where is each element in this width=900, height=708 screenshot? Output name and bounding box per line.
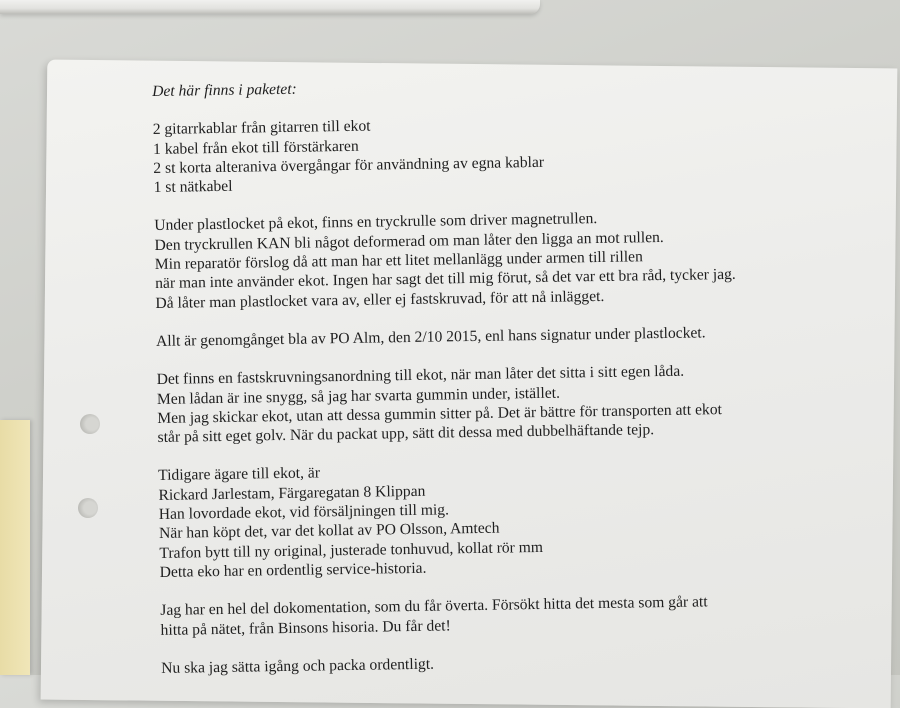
letter-heading: Det här finns i paketet: [152,80,297,100]
letter-line: Under plastlocket på ekot, finns en tryckrulle som driver magnetrullen. [154,210,598,235]
letter-line: Den tryckrullen KAN bli något deformerad om man låter den ligga an mot rullen. [154,228,664,254]
letter-line: Allt är genomgånget bla av PO Alm, den 2/10 2015, enl hans signatur under plastlocket. [155,324,706,350]
paper-stack-edge [0,0,540,14]
letter-line: När han köpt det, var det kollat av PO Olsson, Amtech [158,519,500,543]
letter-line: Jag har en hel del dokomentation, som du får överta. Försökt hitta det mesta som går att [160,593,708,620]
letter-line: 1 st nätkabel [153,177,233,197]
letter-line: Tidigare ägare till ekot, är [158,464,321,485]
punch-hole-icon [80,414,100,434]
letter-line: hitta på nätet, från Binsons hisoria. Du får det! [160,616,451,639]
letter-line: 2 st korta alteraniva övergångar för användning av egna kablar [153,153,545,177]
letter-line: står på sitt eget golv. När du packat upp, sätt dit dessa med dubbelhäftande tejp. [157,421,655,447]
letter-line: 1 kabel från ekot till förstärkaren [152,137,359,158]
letter-text [152,71,861,678]
yellow-note-edge [0,420,30,675]
letter-line: Då låter man plastlocket vara av, eller ej fastskruvad, för att nå inlägget. [155,287,605,312]
letter-line: Rickard Jarlestam, Färgaregatan 8 Klippan [158,482,426,504]
letter-line: Detta eko har en ordentlig service-historia. [159,559,427,581]
letter-line: Nu ska jag sätta igång och packa ordentligt. [161,655,435,677]
letter-line: Men lådan är ine snygg, så jag har svarta gummin under, istället. [156,384,561,408]
letter-line: Trafon bytt till ny original, justerade tonhuvud, kollat rör mm [159,538,544,562]
punch-hole-icon [78,498,98,518]
letter-line: Min reparatör förslog då att man har ett litet mellanlägg under armen till rillen [154,248,643,274]
letter-line: 2 gitarrkablar från gitarren till ekot [152,117,371,139]
letter-line: Men jag skickar ekot, utan att dessa gummin sitter på. Det är bättre för transporten att ekot [157,400,723,427]
letter-line: Det finns en fastskruvningsanordning till ekot, när man låter det sitta i sitt egen låda. [156,362,685,389]
letter-line: Han lovordade ekot, vid försäljningen till mig. [158,501,450,523]
letter-line: när man inte använder ekot. Ingen har sagt det till mig förut, så det var ett bra råd, tycker jag. [155,266,736,293]
